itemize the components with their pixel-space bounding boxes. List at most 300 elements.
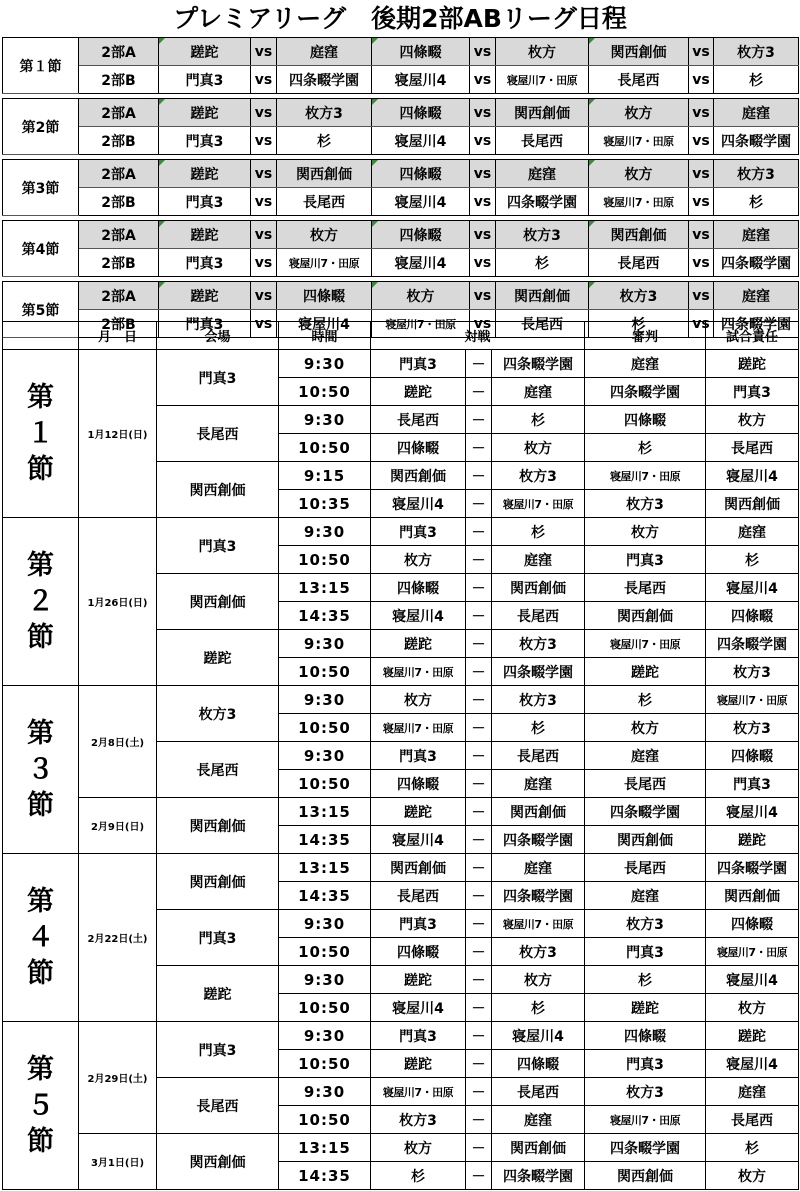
- away-team: 杉: [492, 714, 585, 742]
- match-dash: －: [466, 1134, 492, 1162]
- division-label: 2部A: [79, 221, 159, 249]
- match-time: 10:35: [279, 490, 371, 518]
- match-time: 10:50: [279, 546, 371, 574]
- match-time: 10:50: [279, 770, 371, 798]
- referee-team: 杉: [585, 434, 706, 462]
- away-team: 庭窪: [492, 546, 585, 574]
- home-team: 門真3: [371, 518, 466, 546]
- venue-name: 蹉跎: [157, 630, 279, 686]
- responsible-team: 庭窪: [706, 1078, 799, 1106]
- match-time: 13:15: [279, 574, 371, 602]
- header-time: 時間: [279, 322, 371, 350]
- home-team: 蹉跎: [371, 1050, 466, 1078]
- venue-name: 蹉跎: [157, 966, 279, 1022]
- match-time: 9:30: [279, 686, 371, 714]
- venue-name: 長尾西: [157, 406, 279, 462]
- match-dash: －: [466, 546, 492, 574]
- referee-team: 寝屋川7・田原: [585, 630, 706, 658]
- home-team: 門真3: [371, 1022, 466, 1050]
- away-team: 長尾西: [492, 1078, 585, 1106]
- referee-team: 四条畷学園: [585, 1134, 706, 1162]
- round-row: [3, 282, 799, 310]
- vs-label: vs: [251, 127, 277, 155]
- home-team: 枚方: [371, 1134, 466, 1162]
- vs-label: vs: [470, 66, 496, 94]
- referee-team: 関西創価: [585, 826, 706, 854]
- match-date: 2月22日(土): [79, 854, 157, 1022]
- match-time: 9:30: [279, 406, 371, 434]
- team-name: 庭窪: [714, 282, 799, 310]
- referee-team: 枚方3: [585, 910, 706, 938]
- referee-team: 門真3: [585, 938, 706, 966]
- responsible-team: 枚方3: [706, 658, 799, 686]
- team-name: 関西創価: [496, 282, 589, 310]
- team-name: 四條畷: [372, 99, 470, 127]
- home-team: 関西創価: [371, 854, 466, 882]
- away-team: 枚方: [492, 434, 585, 462]
- match-dash: －: [466, 1106, 492, 1134]
- referee-team: 長尾西: [585, 854, 706, 882]
- team-name: 四條畷: [372, 160, 470, 188]
- match-time: 9:30: [279, 1078, 371, 1106]
- responsible-team: 関西創価: [706, 882, 799, 910]
- team-name: 寝屋川4: [372, 66, 470, 94]
- match-time: 10:50: [279, 1050, 371, 1078]
- away-team: 寝屋川4: [492, 1022, 585, 1050]
- responsible-team: 寝屋川7・田原: [706, 938, 799, 966]
- match-dash: －: [466, 406, 492, 434]
- team-name: 枚方3: [277, 99, 372, 127]
- page-title: プレミアリーグ 後期2部ABリーグ日程: [173, 4, 627, 33]
- referee-team: 枚方3: [585, 1078, 706, 1106]
- responsible-team: 寝屋川7・田原: [706, 686, 799, 714]
- vs-label: vs: [470, 38, 496, 66]
- match-row: [3, 854, 799, 882]
- away-team: 庭窪: [492, 854, 585, 882]
- match-date: 2月29日(土): [79, 1022, 157, 1134]
- vs-label: vs: [689, 38, 714, 66]
- match-time: 10:50: [279, 994, 371, 1022]
- responsible-team: 枚方3: [706, 714, 799, 742]
- match-time: 14:35: [279, 826, 371, 854]
- round-row: [3, 127, 799, 155]
- round-row: [3, 38, 799, 66]
- away-team: 関西創価: [492, 1134, 585, 1162]
- away-team: 枚方3: [492, 938, 585, 966]
- referee-team: 門真3: [585, 546, 706, 574]
- home-team: 四條畷: [371, 938, 466, 966]
- away-team: 杉: [492, 518, 585, 546]
- vs-label: vs: [470, 99, 496, 127]
- team-name: 長尾西: [496, 310, 589, 338]
- away-team: 枚方3: [492, 630, 585, 658]
- responsible-team: 寝屋川4: [706, 966, 799, 994]
- match-dash: －: [466, 630, 492, 658]
- home-team: 蹉跎: [371, 966, 466, 994]
- team-name: 長尾西: [496, 127, 589, 155]
- match-dash: －: [466, 854, 492, 882]
- team-name: 四条畷学園: [277, 66, 372, 94]
- away-team: 関西創価: [492, 574, 585, 602]
- team-name: 庭窪: [714, 99, 799, 127]
- match-dash: －: [466, 938, 492, 966]
- home-team: 関西創価: [371, 462, 466, 490]
- referee-team: 寝屋川7・田原: [585, 462, 706, 490]
- home-team: 四條畷: [371, 574, 466, 602]
- division-label: 2部A: [79, 99, 159, 127]
- match-time: 9:30: [279, 630, 371, 658]
- responsible-team: 枚方: [706, 1162, 799, 1190]
- team-name: 寝屋川7・田原: [496, 66, 589, 94]
- responsible-team: 長尾西: [706, 434, 799, 462]
- responsible-team: 四条畷学園: [706, 630, 799, 658]
- team-name: 杉: [714, 66, 799, 94]
- team-name: 杉: [496, 249, 589, 277]
- match-time: 10:50: [279, 938, 371, 966]
- responsible-team: 門真3: [706, 378, 799, 406]
- responsible-team: 枚方: [706, 406, 799, 434]
- team-name: 四條畷: [372, 221, 470, 249]
- team-name: 門真3: [159, 127, 251, 155]
- away-team: 杉: [492, 994, 585, 1022]
- match-time: 13:15: [279, 1134, 371, 1162]
- home-team: 枚方: [371, 546, 466, 574]
- responsible-team: 庭窪: [706, 518, 799, 546]
- home-team: 四條畷: [371, 770, 466, 798]
- round-label: 第 ４ 節: [3, 854, 79, 1022]
- round-matchup-table: [2, 37, 799, 338]
- vs-label: vs: [251, 66, 277, 94]
- division-label: 2部B: [79, 249, 159, 277]
- match-time: 9:30: [279, 350, 371, 378]
- away-team: 枚方3: [492, 686, 585, 714]
- vs-label: vs: [470, 160, 496, 188]
- match-time: 9:30: [279, 742, 371, 770]
- away-team: 杉: [492, 406, 585, 434]
- round-row: [3, 221, 799, 249]
- referee-team: 蹉跎: [585, 658, 706, 686]
- home-team: 杉: [371, 1162, 466, 1190]
- team-name: 四条畷学園: [714, 310, 799, 338]
- away-team: 四条畷学園: [492, 826, 585, 854]
- vs-label: vs: [470, 310, 496, 338]
- responsible-team: 四條畷: [706, 742, 799, 770]
- team-name: 寝屋川4: [372, 127, 470, 155]
- team-name: 長尾西: [589, 249, 689, 277]
- vs-label: vs: [689, 282, 714, 310]
- home-team: 蹉跎: [371, 630, 466, 658]
- venue-name: 門真3: [157, 518, 279, 574]
- team-name: 長尾西: [277, 188, 372, 216]
- away-team: 寝屋川7・田原: [492, 910, 585, 938]
- round-row: [3, 160, 799, 188]
- venue-name: 門真3: [157, 910, 279, 966]
- round-label: 第１節: [3, 38, 79, 94]
- away-team: 庭窪: [492, 1106, 585, 1134]
- away-team: 長尾西: [492, 602, 585, 630]
- referee-team: 枚方: [585, 714, 706, 742]
- home-team: 長尾西: [371, 882, 466, 910]
- responsible-team: 四条畷学園: [706, 854, 799, 882]
- division-label: 2部A: [79, 38, 159, 66]
- responsible-team: 杉: [706, 546, 799, 574]
- vs-label: vs: [251, 282, 277, 310]
- schedule-header-row: [3, 322, 799, 350]
- team-name: 枚方: [589, 160, 689, 188]
- round-row: [3, 99, 799, 127]
- header-blank: [3, 322, 79, 350]
- team-name: 枚方: [277, 221, 372, 249]
- match-date: 3月1日(日): [79, 1134, 157, 1190]
- home-team: 蹉跎: [371, 798, 466, 826]
- vs-label: vs: [689, 66, 714, 94]
- vs-label: vs: [251, 310, 277, 338]
- referee-team: 杉: [585, 686, 706, 714]
- team-name: 四条畷学園: [714, 249, 799, 277]
- team-name: 門真3: [159, 249, 251, 277]
- team-name: 寝屋川4: [372, 188, 470, 216]
- team-name: 蹉跎: [159, 160, 251, 188]
- match-dash: －: [466, 686, 492, 714]
- home-team: 寝屋川7・田原: [371, 714, 466, 742]
- division-label: 2部B: [79, 188, 159, 216]
- team-name: 杉: [714, 188, 799, 216]
- team-name: 蹉跎: [159, 282, 251, 310]
- home-team: 枚方: [371, 686, 466, 714]
- team-name: 蹉跎: [159, 221, 251, 249]
- venue-name: 長尾西: [157, 1078, 279, 1134]
- away-team: 四条畷学園: [492, 882, 585, 910]
- match-date: 2月8日(土): [79, 686, 157, 798]
- match-row: [3, 1134, 799, 1162]
- team-name: 庭窪: [496, 160, 589, 188]
- vs-label: vs: [251, 249, 277, 277]
- division-label: 2部B: [79, 127, 159, 155]
- home-team: 寝屋川4: [371, 490, 466, 518]
- referee-team: 関西創価: [585, 602, 706, 630]
- match-dash: －: [466, 882, 492, 910]
- away-team: 枚方3: [492, 462, 585, 490]
- match-time: 9:30: [279, 1022, 371, 1050]
- venue-name: 関西創価: [157, 462, 279, 518]
- match-time: 14:35: [279, 1162, 371, 1190]
- responsible-team: 寝屋川4: [706, 574, 799, 602]
- match-row: [3, 686, 799, 714]
- match-dash: －: [466, 434, 492, 462]
- team-name: 枚方: [589, 99, 689, 127]
- team-name: 関西創価: [496, 99, 589, 127]
- match-dash: －: [466, 742, 492, 770]
- match-time: 10:50: [279, 434, 371, 462]
- team-name: 枚方: [496, 38, 589, 66]
- home-team: 門真3: [371, 910, 466, 938]
- referee-team: 庭窪: [585, 350, 706, 378]
- vs-label: vs: [251, 188, 277, 216]
- home-team: 寝屋川4: [371, 826, 466, 854]
- team-name: 庭窪: [277, 38, 372, 66]
- referee-team: 枚方3: [585, 490, 706, 518]
- responsible-team: 門真3: [706, 770, 799, 798]
- venue-name: 長尾西: [157, 742, 279, 798]
- match-time: 9:30: [279, 966, 371, 994]
- match-time: 10:50: [279, 378, 371, 406]
- vs-label: vs: [689, 127, 714, 155]
- division-label: 2部B: [79, 66, 159, 94]
- team-name: 寝屋川7・田原: [372, 310, 470, 338]
- team-name: 関西創価: [589, 38, 689, 66]
- match-dash: －: [466, 378, 492, 406]
- round-label: 第 ３ 節: [3, 686, 79, 854]
- match-time: 9:30: [279, 910, 371, 938]
- referee-team: 長尾西: [585, 574, 706, 602]
- referee-team: 杉: [585, 966, 706, 994]
- away-team: 四条畷学園: [492, 1162, 585, 1190]
- division-label: 2部B: [79, 310, 159, 338]
- venue-name: 関西創価: [157, 798, 279, 854]
- referee-team: 寝屋川7・田原: [585, 1106, 706, 1134]
- vs-label: vs: [689, 99, 714, 127]
- away-team: 枚方: [492, 966, 585, 994]
- match-dash: －: [466, 770, 492, 798]
- referee-team: 四條畷: [585, 406, 706, 434]
- responsible-team: 杉: [706, 1134, 799, 1162]
- referee-team: 関西創価: [585, 1162, 706, 1190]
- vs-label: vs: [251, 221, 277, 249]
- schedule-table: [2, 321, 799, 1190]
- match-date: 2月9日(日): [79, 798, 157, 854]
- responsible-team: 蹉跎: [706, 1022, 799, 1050]
- venue-name: 枚方3: [157, 686, 279, 742]
- team-name: 長尾西: [589, 66, 689, 94]
- match-time: 14:35: [279, 882, 371, 910]
- team-name: 門真3: [159, 188, 251, 216]
- match-dash: －: [466, 462, 492, 490]
- team-name: 蹉跎: [159, 38, 251, 66]
- team-name: 四條畷: [277, 282, 372, 310]
- vs-label: vs: [689, 310, 714, 338]
- match-row: [3, 1022, 799, 1050]
- vs-label: vs: [470, 282, 496, 310]
- team-name: 寝屋川7・田原: [589, 188, 689, 216]
- team-name: 枚方: [372, 282, 470, 310]
- away-team: 庭窪: [492, 378, 585, 406]
- responsible-team: 枚方: [706, 994, 799, 1022]
- match-time: 13:15: [279, 854, 371, 882]
- referee-team: 四條畷: [585, 1022, 706, 1050]
- vs-label: vs: [251, 38, 277, 66]
- referee-team: 枚方: [585, 518, 706, 546]
- team-name: 四条畷学園: [714, 127, 799, 155]
- division-label: 2部A: [79, 282, 159, 310]
- referee-team: 庭窪: [585, 742, 706, 770]
- home-team: 寝屋川7・田原: [371, 658, 466, 686]
- vs-label: vs: [470, 188, 496, 216]
- team-name: 門真3: [159, 66, 251, 94]
- header-venue: 会場: [157, 322, 279, 350]
- match-dash: －: [466, 826, 492, 854]
- round-label: 第3節: [3, 160, 79, 216]
- match-dash: －: [466, 1162, 492, 1190]
- team-name: 枚方3: [714, 38, 799, 66]
- referee-team: 長尾西: [585, 770, 706, 798]
- round-label: 第 １ 節: [3, 350, 79, 518]
- home-team: 寝屋川7・田原: [371, 1078, 466, 1106]
- match-time: 10:50: [279, 714, 371, 742]
- referee-team: 四条畷学園: [585, 798, 706, 826]
- match-dash: －: [466, 1022, 492, 1050]
- vs-label: vs: [689, 188, 714, 216]
- header-responsible: 試合責任: [706, 322, 799, 350]
- match-dash: －: [466, 798, 492, 826]
- venue-name: 関西創価: [157, 574, 279, 630]
- match-dash: －: [466, 714, 492, 742]
- team-name: 四條畷: [372, 38, 470, 66]
- round-label: 第5節: [3, 282, 79, 338]
- match-dash: －: [466, 1050, 492, 1078]
- vs-label: vs: [470, 127, 496, 155]
- home-team: 寝屋川4: [371, 994, 466, 1022]
- team-name: 寝屋川7・田原: [277, 249, 372, 277]
- responsible-team: 四條畷: [706, 602, 799, 630]
- match-time: 14:35: [279, 602, 371, 630]
- match-dash: －: [466, 966, 492, 994]
- match-dash: －: [466, 602, 492, 630]
- home-team: 蹉跎: [371, 378, 466, 406]
- team-name: 枚方3: [714, 160, 799, 188]
- home-team: 四條畷: [371, 434, 466, 462]
- team-name: 枚方3: [496, 221, 589, 249]
- match-row: [3, 518, 799, 546]
- match-row: [3, 350, 799, 378]
- home-team: 長尾西: [371, 406, 466, 434]
- home-team: 寝屋川4: [371, 602, 466, 630]
- match-dash: －: [466, 350, 492, 378]
- venue-name: 関西創価: [157, 1134, 279, 1190]
- match-dash: －: [466, 490, 492, 518]
- match-time: 9:15: [279, 462, 371, 490]
- vs-label: vs: [689, 221, 714, 249]
- referee-team: 門真3: [585, 1050, 706, 1078]
- team-name: 関西創価: [277, 160, 372, 188]
- responsible-team: 寝屋川4: [706, 798, 799, 826]
- responsible-team: 寝屋川4: [706, 462, 799, 490]
- responsible-team: 関西創価: [706, 490, 799, 518]
- match-time: 10:50: [279, 1106, 371, 1134]
- team-name: 門真3: [159, 310, 251, 338]
- match-date: 1月12日(日): [79, 350, 157, 518]
- match-dash: －: [466, 910, 492, 938]
- team-name: 庭窪: [714, 221, 799, 249]
- match-time: 9:30: [279, 518, 371, 546]
- referee-team: 蹉跎: [585, 994, 706, 1022]
- away-team: 寝屋川7・田原: [492, 490, 585, 518]
- away-team: 庭窪: [492, 770, 585, 798]
- match-time: 10:50: [279, 658, 371, 686]
- responsible-team: 寝屋川4: [706, 1050, 799, 1078]
- round-row: [3, 249, 799, 277]
- team-name: 関西創価: [589, 221, 689, 249]
- referee-team: 四条畷学園: [585, 378, 706, 406]
- vs-label: vs: [470, 249, 496, 277]
- match-dash: －: [466, 1078, 492, 1106]
- vs-label: vs: [689, 160, 714, 188]
- responsible-team: 四條畷: [706, 910, 799, 938]
- match-dash: －: [466, 574, 492, 602]
- away-team: 長尾西: [492, 742, 585, 770]
- vs-label: vs: [251, 160, 277, 188]
- header-referee: 審判: [585, 322, 706, 350]
- responsible-team: 長尾西: [706, 1106, 799, 1134]
